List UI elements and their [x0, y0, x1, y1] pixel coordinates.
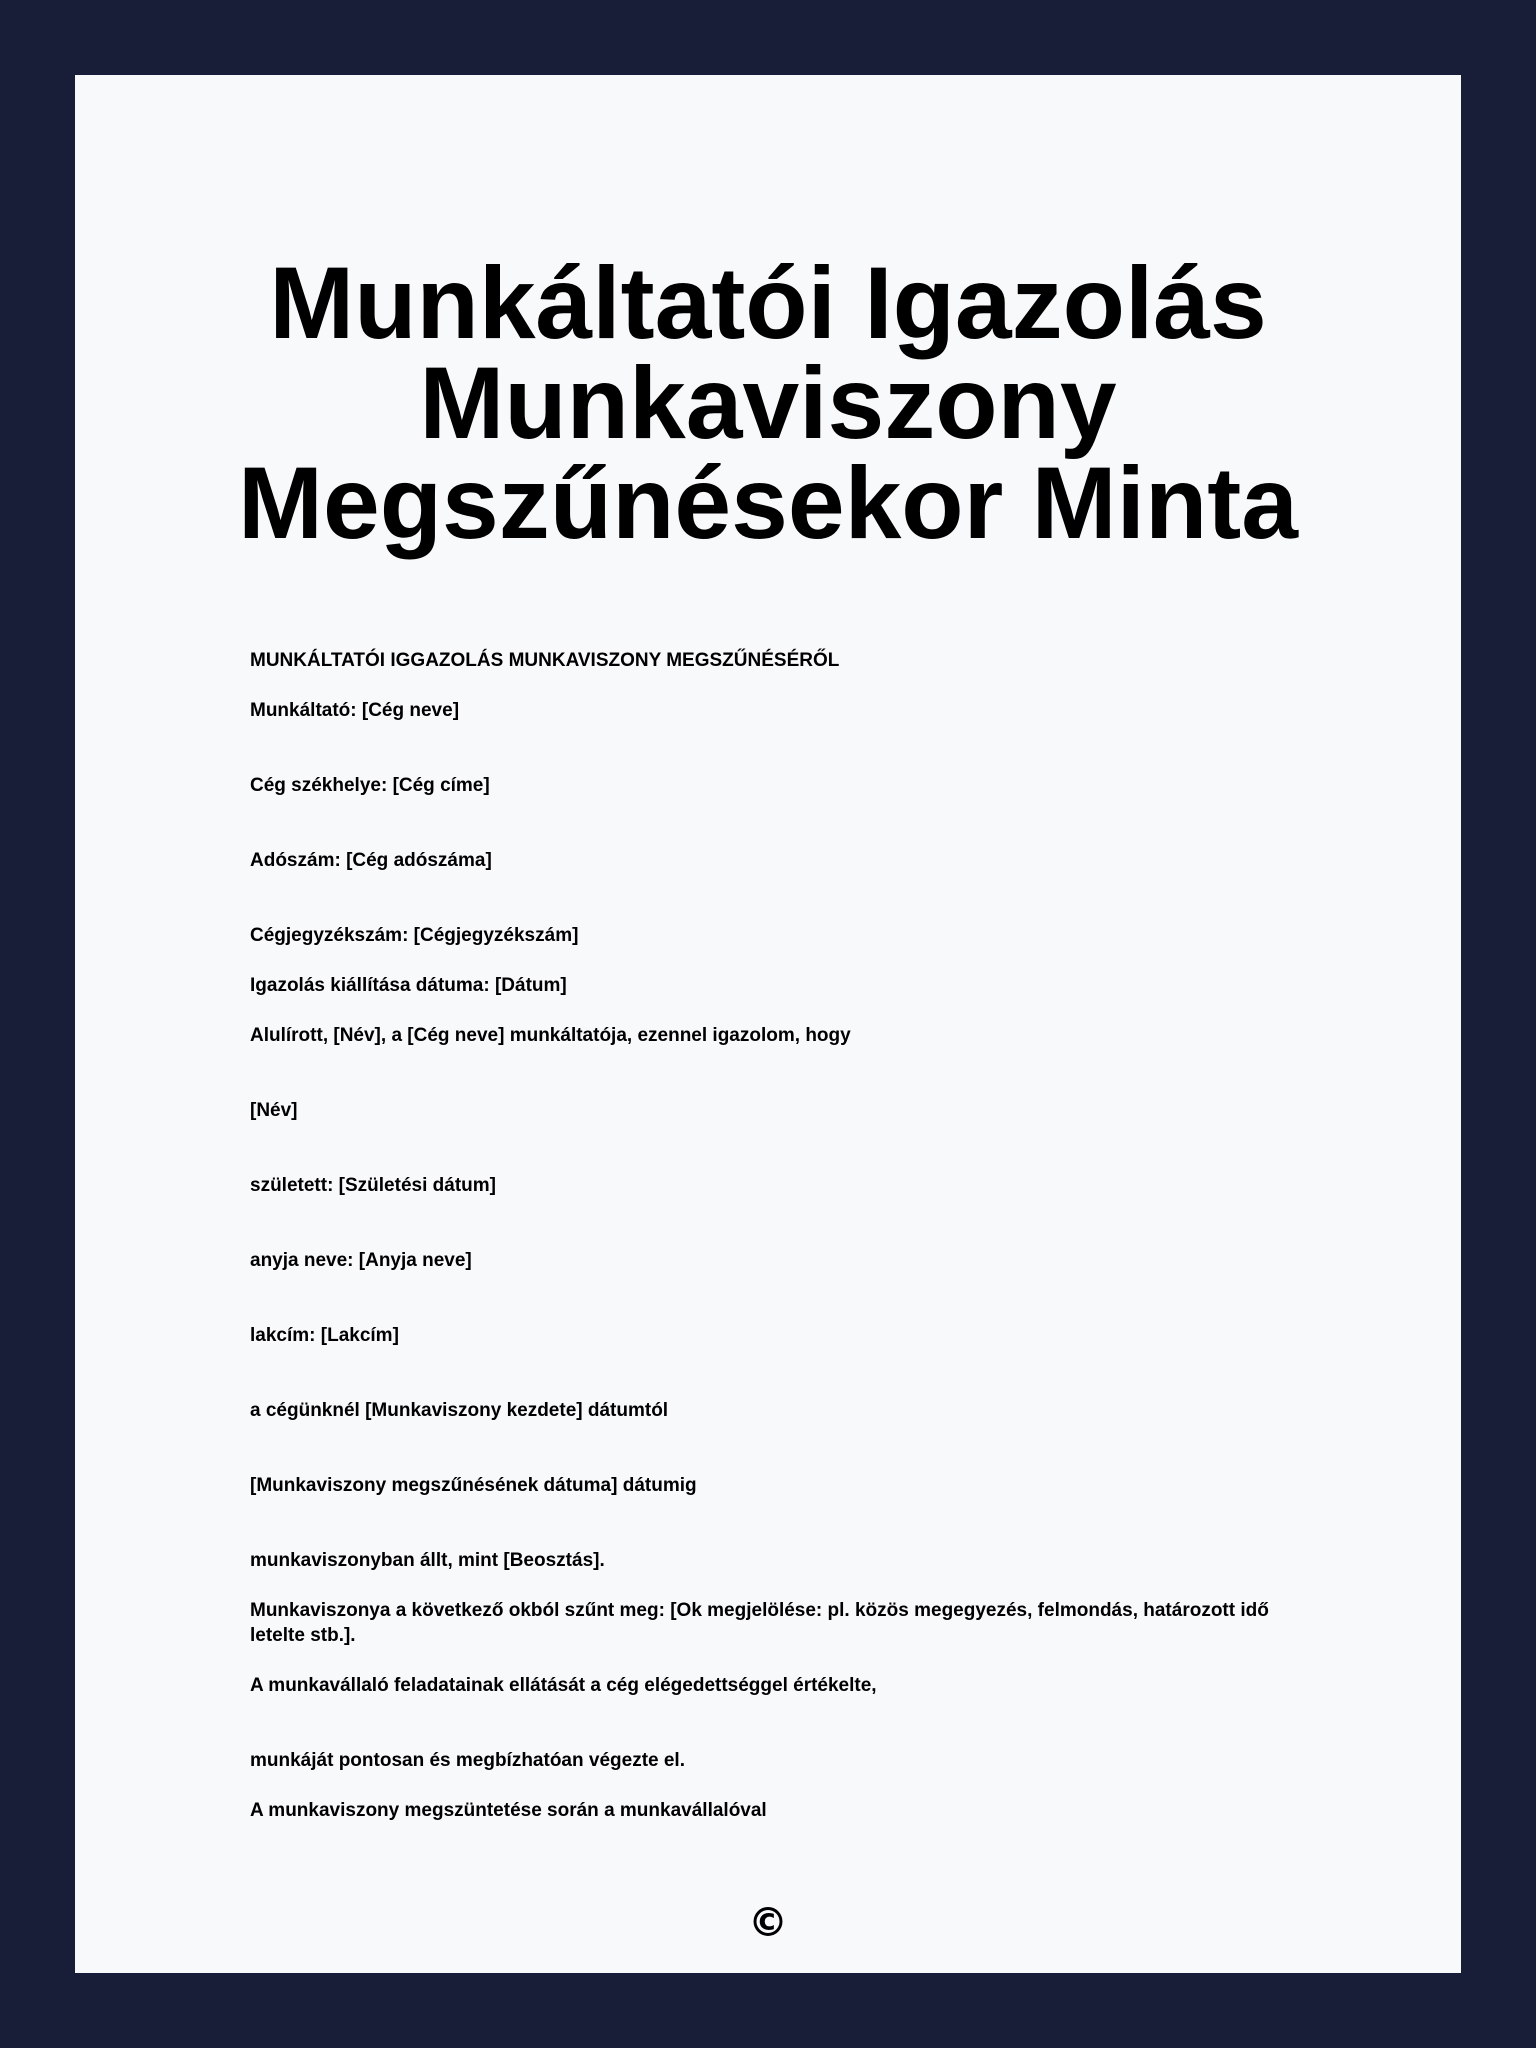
registry-number-line: Cégjegyzékszám: [Cégjegyzékszám] [250, 925, 579, 946]
performance-line: munkáját pontosan és megbízhatóan végezte el. [250, 1750, 685, 1771]
title-line-2: Munkaviszony [419, 346, 1117, 460]
termination-line: A munkaviszony megszüntetése során a munkavállalóval [250, 1800, 767, 1821]
title-line-3: Megszűnésekor Minta [238, 446, 1298, 560]
name-line: [Név] [250, 1100, 298, 1121]
born-line: született: [Születési dátum] [250, 1175, 496, 1196]
seat-line: Cég székhelye: [Cég címe] [250, 775, 490, 796]
title-line-1: Munkáltatói Igazolás [269, 246, 1267, 360]
end-date-line: [Munkaviszony megszűnésének dátuma] dátumig [250, 1475, 697, 1496]
start-date-line: a cégünknél [Munkaviszony kezdete] dátumtól [250, 1400, 669, 1421]
document-title [75, 246, 1461, 560]
issue-date-line: Igazolás kiállítása dátuma: [Dátum] [250, 975, 567, 996]
reason-paragraph: Munkaviszonya a következő okból szűnt meg: [Ok megjelölése: pl. közös megegyezés, felmondás, határozott idő letelte stb.]. [250, 1600, 1269, 1646]
evaluation-line: A munkavállaló feladatainak ellátását a cég elégedettséggel értékelte, [250, 1675, 877, 1696]
position-line: munkaviszonyban állt, mint [Beosztás]. [250, 1550, 605, 1571]
document-page [75, 75, 1461, 1973]
mother-name-line: anyja neve: [Anyja neve] [250, 1250, 472, 1271]
document-heading: MUNKÁLTATÓI IGGAZOLÁS MUNKAVISZONY MEGSZŰNÉSÉRŐL [250, 650, 840, 671]
address-line: lakcím: [Lakcím] [250, 1325, 399, 1346]
intro-line: Alulírott, [Név], a [Cég neve] munkáltatója, ezennel igazolom, hogy [250, 1025, 851, 1046]
employer-line: Munkáltató: [Cég neve] [250, 700, 460, 721]
tax-number-line: Adószám: [Cég adószáma] [250, 850, 492, 871]
copyright-icon: © [748, 1900, 788, 1946]
